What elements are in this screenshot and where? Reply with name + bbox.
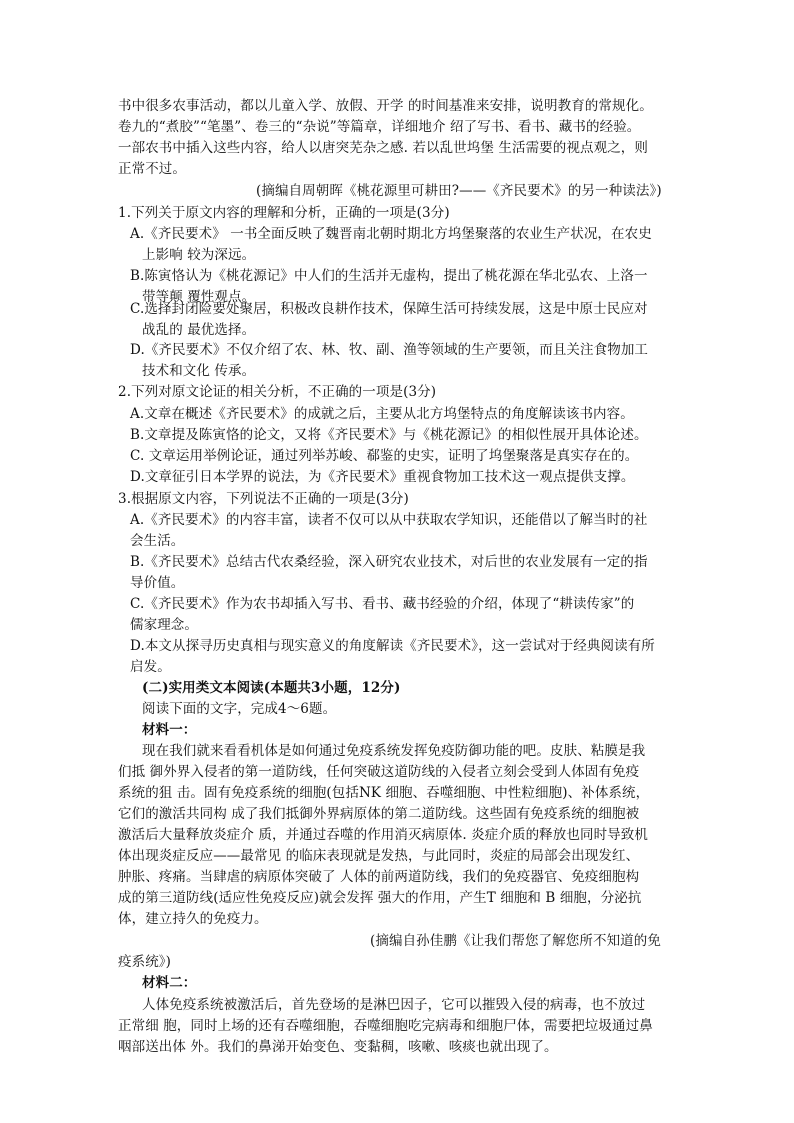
material-1-line-1: 现在我们就来看看机体是如何通过免疫系统发挥免疫防御功能的吧。皮肤、粘膜是我 <box>142 743 646 759</box>
q3-option-b-line-1: B.《齐民要术》总结古代农桑经验，深入研究农业技术，对后世的农业发展有一定的指 <box>130 554 648 570</box>
source-citation-2-line-1: (摘编自孙佳鹏《让我们帮您了解您所不知道的免 <box>370 933 661 949</box>
q1-option-a-line-1: A.《齐民要术》 一书全面反映了魏晋南北朝时期北方坞堡聚落的农业生产状况，在农史 <box>130 226 652 242</box>
material-1-line-2: 们抵 御外界入侵者的第一道防线，任何突破这道防线的入侵者立刻会受到人体固有免疫 <box>118 764 640 780</box>
material-1-label: 材料一： <box>142 722 197 738</box>
section-2-instruction: 阅读下面的文字，完成4～6题。 <box>142 701 337 717</box>
section-2-heading: (二)实用类文本阅读(本题共3小题，12分) <box>142 680 401 696</box>
q2-option-d: D.文章征引日本学界的说法，为《齐民要术》重视食物加工技术这一观点提供支撑。 <box>130 469 635 485</box>
q3-option-c-line-2: 儒家理念。 <box>130 617 198 633</box>
q3-option-a-line-2: 会生活。 <box>130 533 185 549</box>
q1-option-b-line-1: B.陈寅恪认为《桃花源记》中人们的生活并无虚构，提出了桃花源在华北弘农、上洛一 <box>130 268 648 284</box>
material-1-line-8: 成的第三道防线(适应性免疫反应)就会发挥 强大的作用，产生T 细胞和 B 细胞，分泌抗 <box>118 890 642 906</box>
q2-option-b: B.文章提及陈寅恪的论文，又将《齐民要术》与《桃花源记》的相似性展开具体论述。 <box>130 427 648 443</box>
q3-option-c-line-1: C.《齐民要术》作为农书却插入写书、看书、藏书经验的介绍，体现了“耕读传家”的 <box>130 596 635 612</box>
material-1-line-6: 体出现炎症反应——最常见 的临床表现就是发热，与此同时，炎症的局部会出现发红、 <box>118 848 640 864</box>
source-citation-1: (摘编自周朝晖《桃花源里可耕田?——《齐民要术》的另一种读法》) <box>256 183 662 199</box>
material-1-line-5: 激活后大量释放炎症介 质，并通过吞噬的作用消灭病原体. 炎症介质的释放也同时导致机 <box>118 827 648 843</box>
q1-option-c-line-1: C.选择封闭险要处聚居，积极改良耕作技术，保障生活可持续发展，这是中原士民应对 <box>130 301 648 317</box>
q1-option-c-line-2: 战乱的 最优选择。 <box>142 322 256 338</box>
intro-line-2: 卷九的“煮胶”“笔墨”、卷三的“杂说”等篇章，详细地介 绍了写书、看书、藏书的经验。 <box>118 119 641 135</box>
intro-line-1: 书中很多农事活动，都以儿童入学、放假、开学 的时间基准来安排，说明教育的常规化。 <box>118 98 653 114</box>
material-1-line-7: 肿胀、疼痛。当肆虐的病原体突破了 人体的前两道防线，我们的免疫器官、免疫细胞构 <box>118 869 640 885</box>
q2-option-a: A.文章在概述《齐民要术》的成就之后，主要从北方坞堡特点的角度解读该书内容。 <box>130 406 634 422</box>
material-1-line-4: 它们的激活共同构 成了我们抵御外界病原体的第二道防线。这些固有免疫系统的细胞被 <box>118 806 640 822</box>
material-2-line-3: 咽部送出体 外。我们的鼻涕开始变色、变黏稠，咳嗽、咳痰也就出现了。 <box>118 1039 558 1055</box>
q1-option-a-line-2: 上影响 较为深远。 <box>142 247 256 263</box>
q1-option-d-line-1: D.《齐民要术》不仅介绍了农、林、牧、副、渔等领域的生产要领，而且关注食物加工 <box>130 342 649 358</box>
question-3-stem: 3.根据原文内容，下列说法不正确的一项是(3分) <box>118 491 409 507</box>
material-2-line-2: 正常细 胞，同时上场的还有吞噬细胞，吞噬细胞吃完病毒和细胞尸体，需要把垃圾通过鼻 <box>118 1018 653 1034</box>
question-1-stem: 1.下列关于原文内容的理解和分析，正确的一项是(3分) <box>118 205 450 221</box>
q3-option-d-line-2: 启发。 <box>130 659 171 675</box>
material-2-line-1: 人体免疫系统被激活后，首先登场的是淋巴因子，它可以摧毁入侵的病毒，也不放过 <box>142 997 646 1013</box>
source-citation-2-line-2: 疫系统》) <box>118 954 172 970</box>
q3-option-a-line-1: A.《齐民要术》的内容丰富，读者不仅可以从中获取农学知识，还能借以了解当时的社 <box>130 512 648 528</box>
material-1-line-9: 体，建立持久的免疫力。 <box>118 911 268 927</box>
question-2-stem: 2.下列对原文论证的相关分析，不正确的一项是(3分) <box>118 384 437 400</box>
q1-option-b-line-2: 带等颠 覆性观点。 <box>142 289 256 305</box>
material-2-label: 材料二： <box>142 975 197 991</box>
q3-option-b-line-2: 导价值。 <box>130 575 185 591</box>
material-1-line-3: 系统的狙 击。固有免疫系统的细胞(包括NK 细胞、吞噬细胞、中性粒细胞)、补体系统， <box>118 785 650 801</box>
q3-option-d-line-1: D.本文从探寻历史真相与现实意义的角度解读《齐民要术》，这一尝试对于经典阅读有所 <box>130 638 655 654</box>
q1-option-d-line-2: 技术和文化 传承。 <box>142 363 256 379</box>
q2-option-c: C. 文章运用举例论证，通过列举苏峻、郗鉴的史实，证明了坞堡聚落是真实存在的。 <box>130 448 639 464</box>
intro-line-3: 一部农书中插入这些内容，给人以唐突芜杂之感. 若以乱世坞堡 生活需要的视点观之，则 <box>118 140 648 156</box>
intro-line-4: 正常不过。 <box>118 161 186 177</box>
